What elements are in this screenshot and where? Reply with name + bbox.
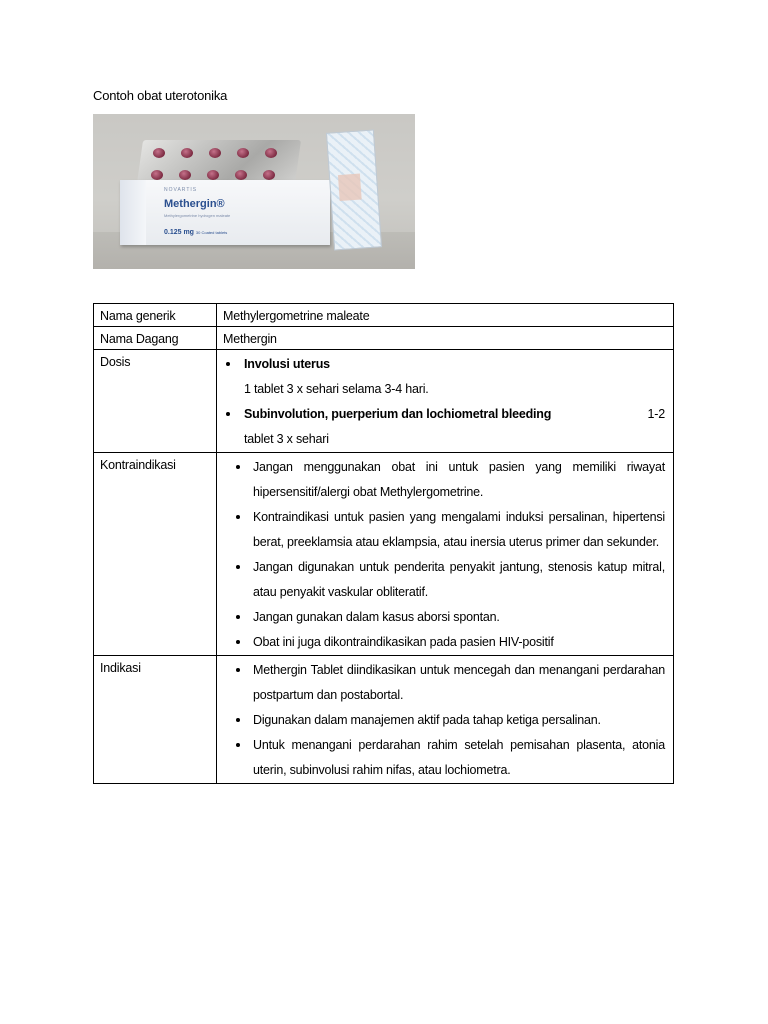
list-item [223, 402, 665, 452]
table-row-nama-dagang [94, 327, 674, 350]
pill [207, 170, 219, 180]
label-nama-generik: Nama generik [94, 304, 217, 327]
label-nama-dagang: Nama Dagang [94, 327, 217, 350]
dosis-item-title-line [244, 402, 665, 427]
value-nama-dagang: Methergin [217, 327, 674, 350]
list-item: Jangan digunakan untuk penderita penyakit jantung, stenosis katup mitral, atau penyakit vaskular obliteratif. [223, 555, 665, 605]
list-item: Jangan menggunakan obat ini untuk pasien yang memiliki riwayat hipersensitif/alergi obat Methylergometrine. [223, 455, 665, 505]
box-dose-value: 0.125 mg [164, 229, 194, 236]
indikasi-list [223, 658, 665, 783]
kontraindikasi-list [223, 455, 665, 655]
box-product-sub: Methylergometrine hydrogen maleate [164, 213, 231, 218]
list-item: Kontraindikasi untuk pasien yang mengalami induksi persalinan, hipertensi berat, preeklamsia atau eklampsia, atau inersia uterus primer dan sekunder. [223, 505, 665, 555]
pill [263, 170, 275, 180]
pill [265, 148, 277, 158]
blister-strip-back [326, 129, 382, 250]
dosis-item-title-suffix: 1-2 [647, 407, 665, 421]
table-row-dosis [94, 350, 674, 453]
pill [235, 170, 247, 180]
box-product-name: Methergin® [164, 198, 225, 210]
list-item: Obat ini juga dikontraindikasikan pada pasien HIV-positif [223, 630, 665, 655]
strip-label-patch [338, 174, 362, 201]
dosis-item-title: Subinvolution, puerperium dan lochiometral bleeding [244, 407, 552, 421]
dosis-item-detail: tablet 3 x sehari [244, 432, 329, 446]
pill [153, 148, 165, 158]
medicine-box [120, 180, 330, 245]
box-brand: NOVARTIS [164, 187, 198, 193]
product-photo [93, 114, 415, 269]
drug-info-table [93, 303, 674, 784]
pill [151, 170, 163, 180]
dosis-item-title: Involusi uterus [244, 357, 330, 371]
pill [179, 170, 191, 180]
dosis-list [223, 352, 665, 452]
dosis-item-detail: 1 tablet 3 x sehari selama 3-4 hari. [244, 382, 429, 396]
table-row-indikasi [94, 656, 674, 784]
page-heading: Contoh obat uterotonika [93, 88, 228, 103]
table-row-kontraindikasi [94, 453, 674, 656]
pill [237, 148, 249, 158]
list-item [223, 352, 665, 402]
box-count: 30 Coated tablets [195, 230, 228, 235]
pill [181, 148, 193, 158]
list-item: Untuk menangani perdarahan rahim setelah pemisahan plasenta, atonia uterin, subinvolusi rahim nifas, atau lochiometra. [223, 733, 665, 783]
list-item: Jangan gunakan dalam kasus aborsi spontan. [223, 605, 665, 630]
value-dosis [217, 350, 674, 453]
pill [209, 148, 221, 158]
value-indikasi [217, 656, 674, 784]
label-dosis: Dosis [94, 350, 217, 453]
value-nama-generik: Methylergometrine maleate [217, 304, 674, 327]
table-row-nama-generik [94, 304, 674, 327]
label-kontraindikasi: Kontraindikasi [94, 453, 217, 656]
box-side-stripe [120, 180, 146, 245]
box-dose [164, 229, 227, 236]
label-indikasi: Indikasi [94, 656, 217, 784]
list-item: Digunakan dalam manajemen aktif pada tahap ketiga persalinan. [223, 708, 665, 733]
value-kontraindikasi [217, 453, 674, 656]
list-item: Methergin Tablet diindikasikan untuk mencegah dan menangani perdarahan postpartum dan postabortal. [223, 658, 665, 708]
